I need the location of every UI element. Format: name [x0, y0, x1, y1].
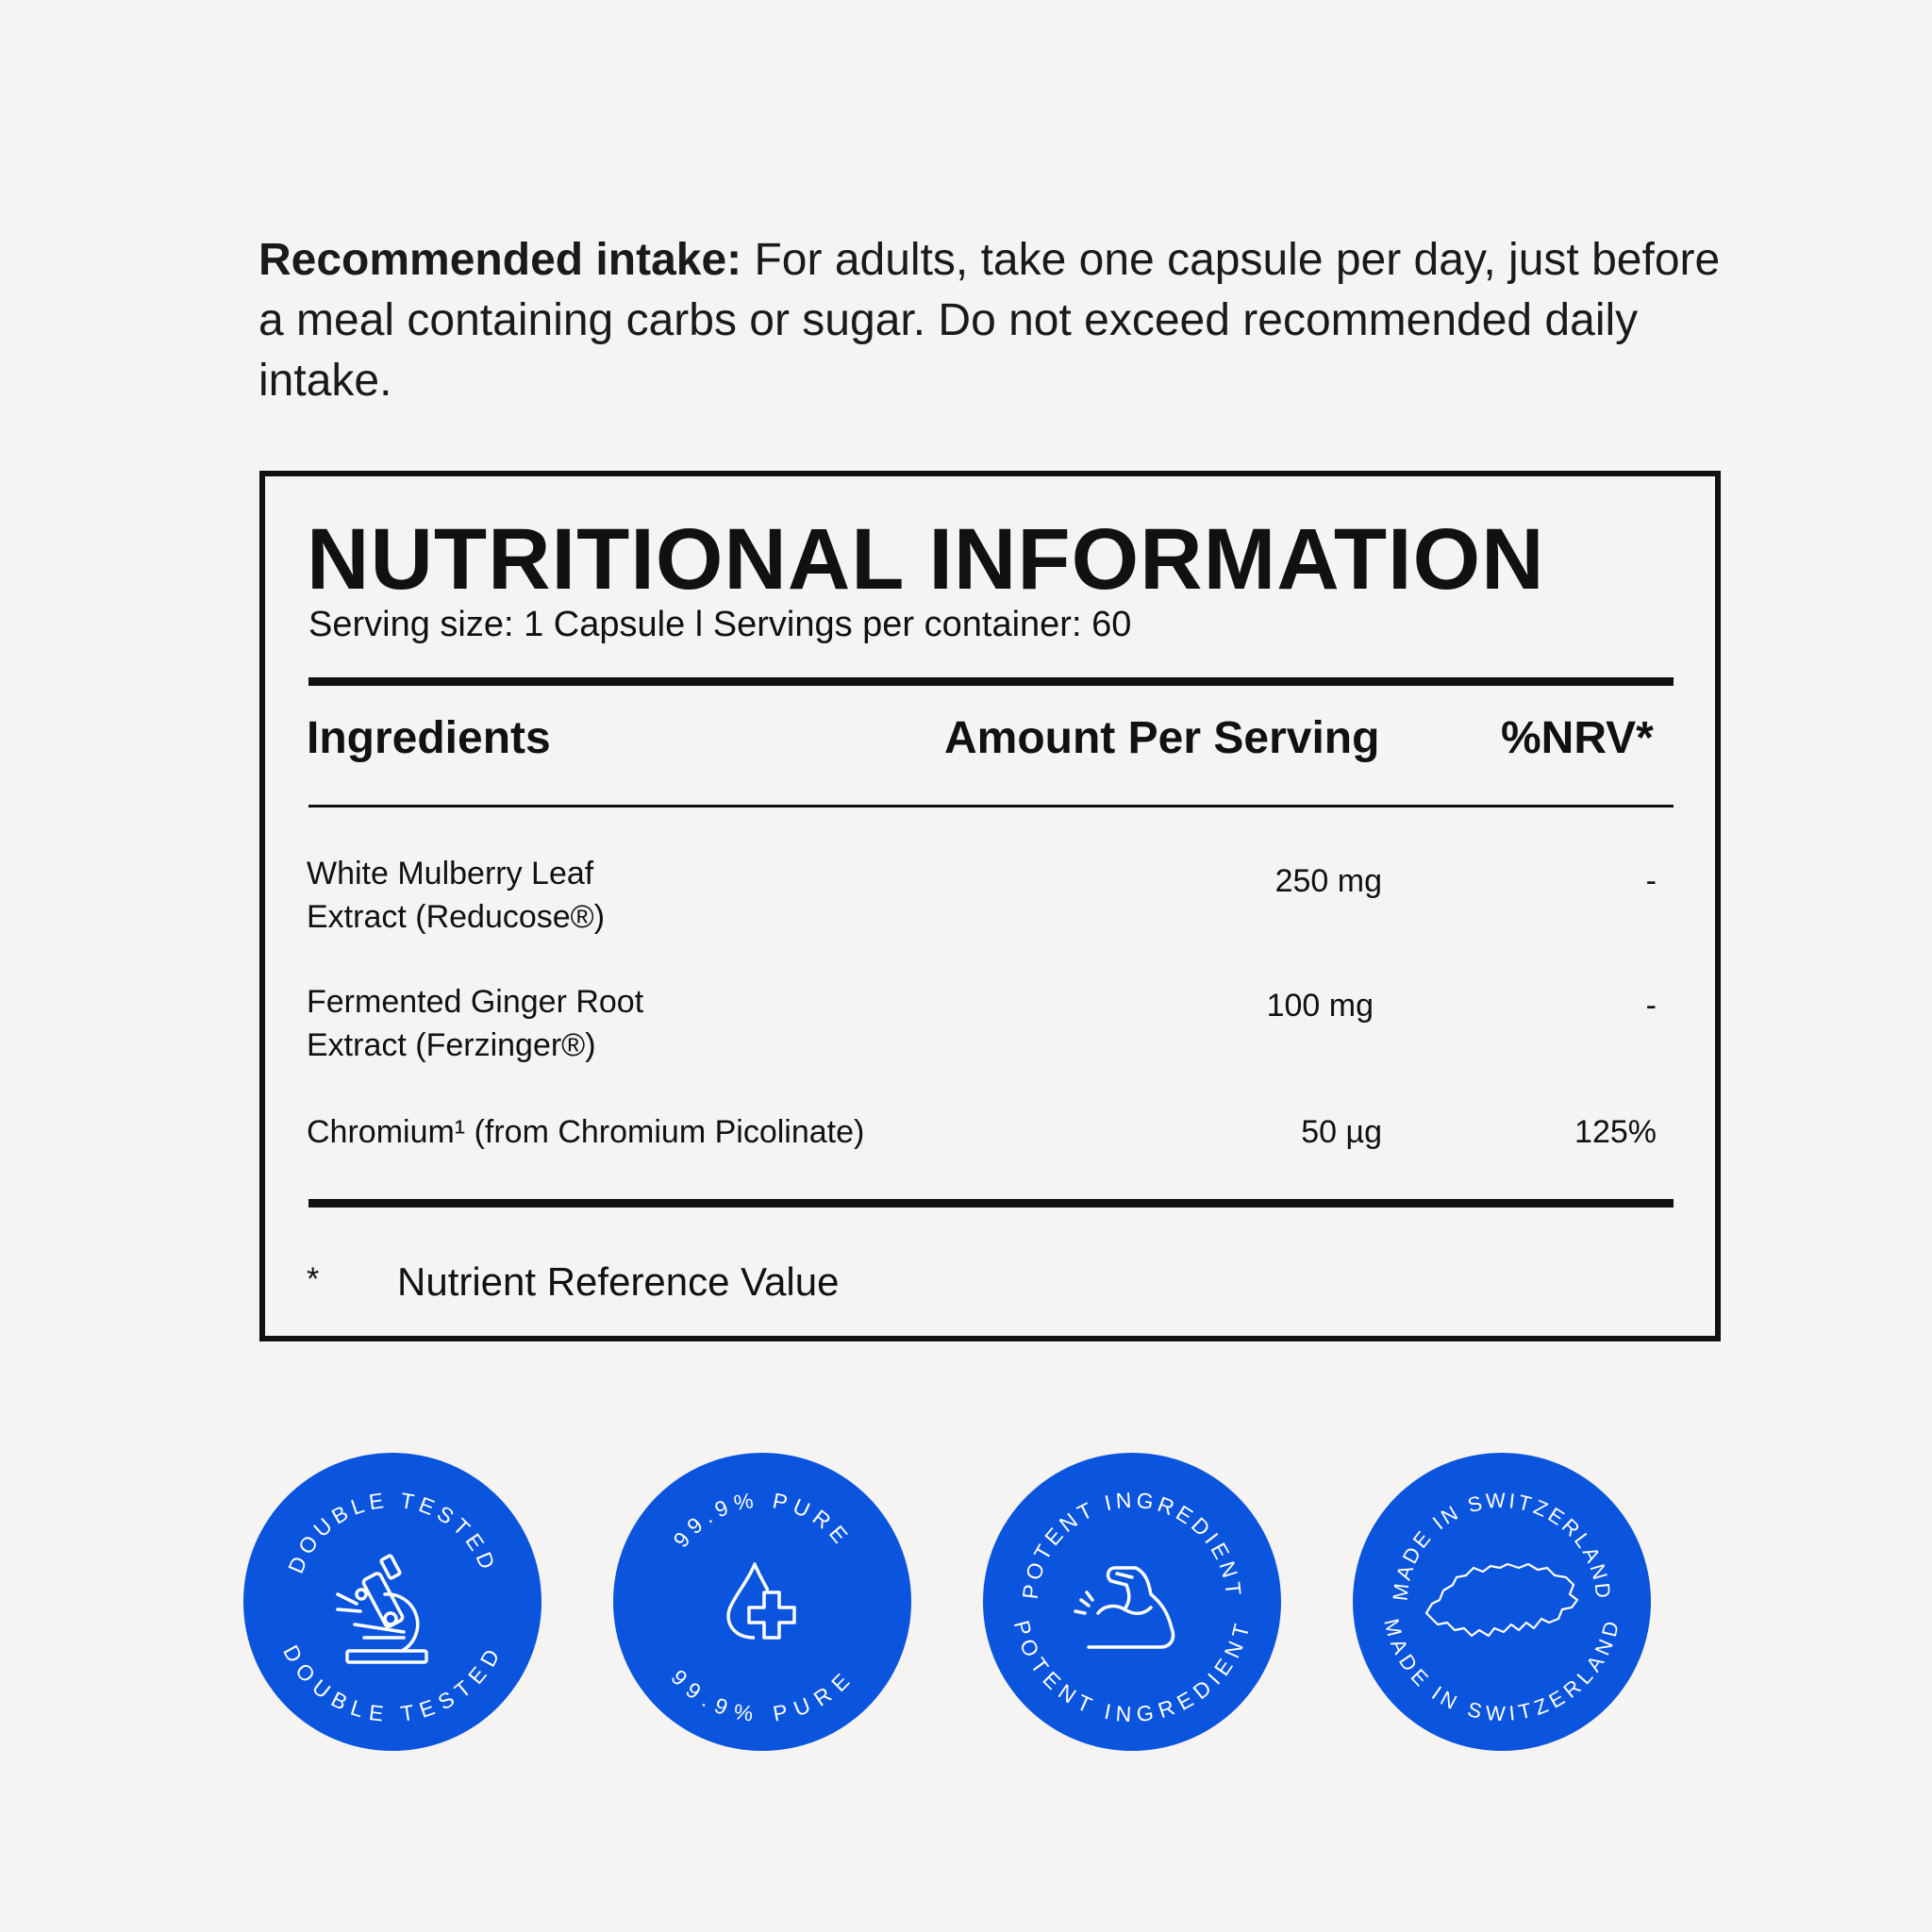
- divider-bottom: [308, 1199, 1674, 1208]
- divider-header: [308, 805, 1674, 808]
- ingredient-amount: 100 mg: [1266, 988, 1374, 1024]
- ingredient-name: White Mulberry Leaf: [307, 856, 594, 891]
- nutrition-panel: [259, 471, 1721, 1341]
- badge-bottom-text: DOUBLE TESTED: [278, 1641, 507, 1726]
- ingredient-name: Chromium¹ (from Chromium Picolinate): [307, 1114, 865, 1150]
- intake-label: Recommended intake:: [258, 235, 742, 285]
- badge-potent: [983, 1453, 1281, 1751]
- badge-top-text: 99.9% PURE: [668, 1487, 857, 1553]
- ingredient-name-cont: Extract (Reducose®): [307, 899, 606, 935]
- badge-bottom-text: MADE IN SWITZERLAND: [1379, 1616, 1624, 1726]
- footnote-symbol: *: [307, 1261, 320, 1297]
- badge-bottom-text: 99.9% PURE: [666, 1664, 858, 1727]
- panel-title: NUTRITIONAL INFORMATION: [307, 511, 1545, 608]
- header-amount: Amount Per Serving: [944, 713, 1380, 763]
- recommended-intake: [258, 230, 1730, 411]
- ingredient-nrv: -: [1645, 988, 1657, 1024]
- badge-pure: [613, 1453, 911, 1751]
- serving-info: Serving size: 1 Capsule l Servings per container: 60: [308, 605, 1132, 644]
- ingredient-nrv: -: [1645, 863, 1657, 899]
- header-nrv: %NRV*: [1501, 713, 1654, 763]
- intake-text: For adults, take one capsule per day, just before a meal containing carbs or sugar. Do not exceed recommended daily intake.: [258, 235, 1721, 406]
- ingredient-amount: 250 mg: [1274, 863, 1382, 899]
- badge-swiss: [1353, 1453, 1651, 1751]
- badge-double-tested: [243, 1453, 541, 1751]
- ingredient-nrv: 125%: [1574, 1114, 1657, 1150]
- header-ingredients: Ingredients: [307, 713, 551, 763]
- footnote-text: Nutrient Reference Value: [397, 1259, 840, 1304]
- ingredient-name-cont: Extract (Ferzinger®): [307, 1027, 596, 1063]
- divider-top: [308, 677, 1674, 686]
- badge-top-text: DOUBLE TESTED: [283, 1487, 502, 1577]
- ingredient-amount: 50 µg: [1301, 1114, 1382, 1150]
- badge-top-text: MADE IN SWITZERLAND: [1388, 1488, 1616, 1603]
- badge-bottom-text: POTENT INGREDIENT: [1008, 1617, 1256, 1727]
- ingredient-name: Fermented Ginger Root: [307, 984, 644, 1020]
- badge-top-text: POTENT INGREDIENT: [1017, 1487, 1247, 1601]
